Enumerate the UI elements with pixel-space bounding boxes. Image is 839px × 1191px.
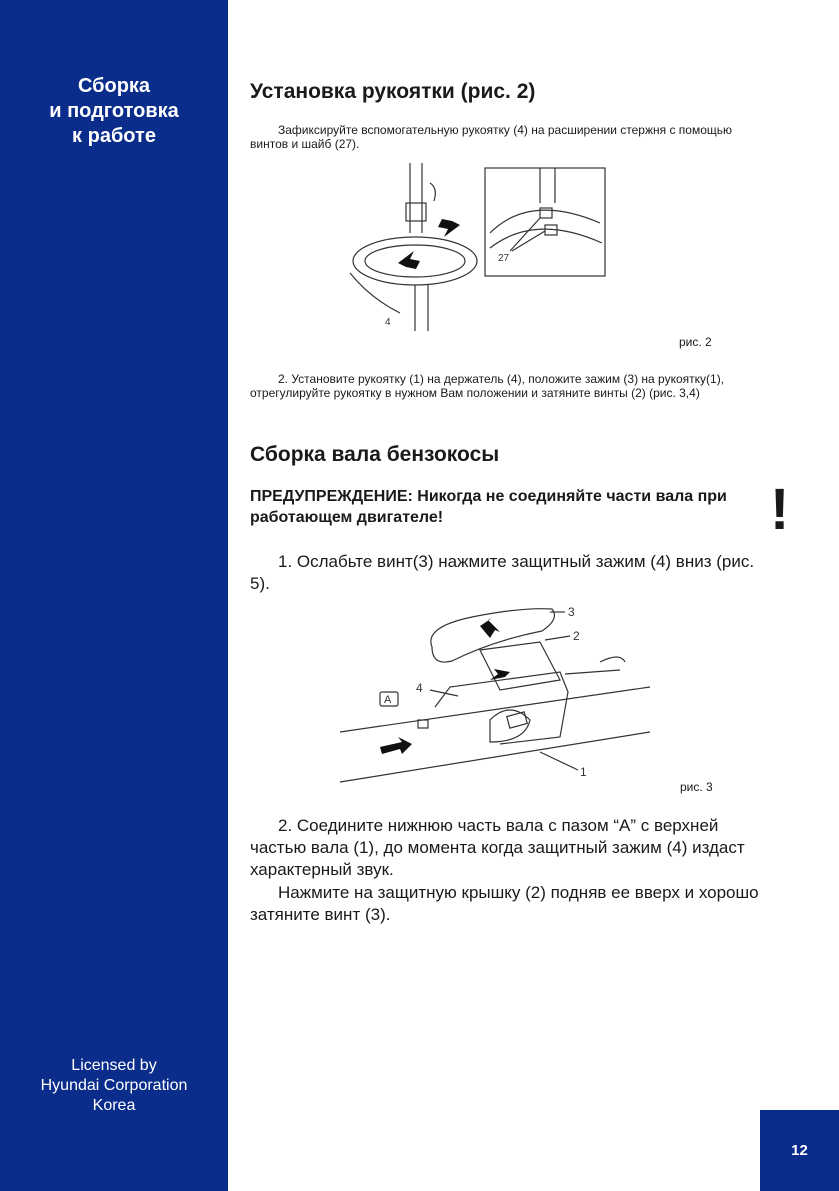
license-line: Korea [92,1097,136,1114]
sidebar [0,0,228,1191]
paragraph-loosen-screw: 1. Ослабьте винт(3) нажмите защитный зажим (4) вниз (рис. 5). [250,552,755,593]
section-title-line: и подготовка [49,100,179,122]
page-number: 12 [760,1110,839,1191]
figure-3-label-2: 2 [573,629,580,643]
figure-3-label-4: 4 [416,681,423,695]
license-line: Licensed by [71,1057,157,1074]
section-title-line: Сборка [77,75,151,97]
figure-3-shaft-illustration [340,592,670,792]
figure-2-handle-illustration [340,163,610,333]
license-line: Hyundai Corporation [40,1077,188,1094]
paragraph-connect-shaft: 2. Соедините нижнюю часть вала с пазом “A” с верхней частью вала (1), до момента когда защитный зажим (4) издаст характерный звук. [250,816,745,879]
heading-shaft-assembly: Сборка вала бензокосы [250,443,500,466]
heading-handle-install: Установка рукоятки (рис. 2) [250,80,536,103]
figure-3-label-1: 1 [580,765,587,779]
license-note [0,1056,228,1116]
paragraph-handle-adjust: 2. Установите рукоятку (1) на держатель (4), положите зажим (3) на рукоятку(1), отрегулируйте рукоятку в нужном Вам положении и затяните винты (2) (рис. 3,4) [250,372,725,400]
figure-2-label-27: 27 [498,253,510,264]
paragraph-tighten-screw: Нажмите на защитную крышку (2) подняв ее вверх и хорошо затяните винт (3). [250,883,759,924]
section-title-line: к работе [72,125,156,147]
section-title [0,74,228,149]
figure-2-label-4: 4 [385,317,391,328]
figure-3-caption: рис. 3 [680,780,713,794]
figure-3-label-a: A [384,694,392,706]
figure-3-label-3: 3 [568,605,575,619]
paragraph-handle-fix: Зафиксируйте вспомогательную рукоятку (4) на расширении стержня с помощью винтов и шайб (27). [250,123,732,151]
warning-exclamation-icon: ! [770,477,790,542]
figure-2-caption: рис. 2 [679,335,712,349]
warning-text: ПРЕДУПРЕЖДЕНИЕ: Никогда не соединяйте части вала при работающем двигателе! [250,488,727,526]
